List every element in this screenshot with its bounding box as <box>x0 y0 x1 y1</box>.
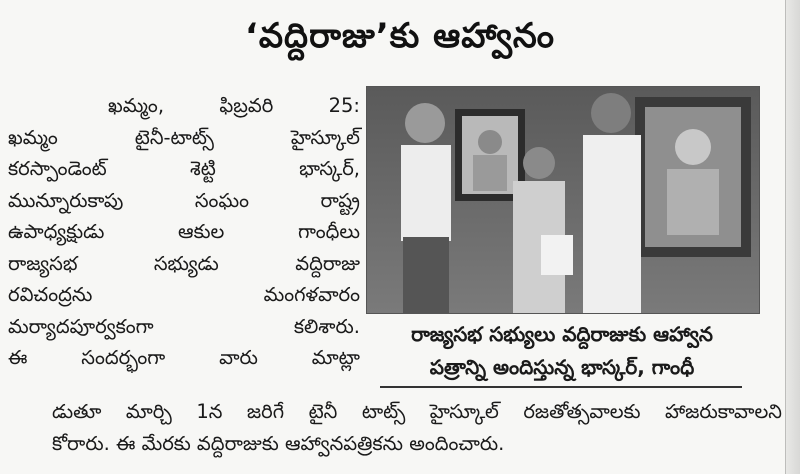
page-edge <box>785 0 800 474</box>
article-line: మర్యాదపూర్వకంగా కలిశారు. <box>8 314 360 338</box>
headline: ‘వద్దిరాజు’కు ఆహ్వానం <box>244 16 556 56</box>
article-line: ఉపాధ్యక్షుడు ఆకుల గాంధీలు <box>8 220 360 243</box>
caption-line: రాజ్యసభ సభ్యులు వద్దిరాజుకు ఆహ్వాన <box>411 322 713 346</box>
photo-caption <box>366 318 758 384</box>
article-line: డుతూ మార్చి 1న జరిగే టైనీ టాట్స్ హైస్కూల్ రజతోత్సవాలకు హాజరుకావాలని <box>52 400 782 423</box>
article-column <box>8 90 360 374</box>
caption-line: పత్రాన్ని అందిస్తున్న భాస్కర్, గాంధీ <box>429 355 695 379</box>
article-continuation <box>52 396 782 459</box>
article-line: మున్నూరుకాపు సంఘం రాష్ట్ర <box>8 188 360 212</box>
article-line: రాజ్యసభ సభ్యుడు వద్దిరాజు <box>8 251 360 275</box>
article-line: రవిచంద్రను మంగళవారం <box>8 283 360 306</box>
article-line: కోరారు. ఈ మేరకు వద్దిరాజుకు ఆహ్వానపత్రికను అందించారు. <box>52 431 505 455</box>
photo-illustration <box>367 87 759 313</box>
news-photo <box>366 86 760 314</box>
caption-divider <box>380 386 742 388</box>
article-line: కరస్పాండెంట్ శెట్టి భాస్కర్, <box>8 157 360 180</box>
article-line: ఈ సందర్భంగా వారు మాట్లా <box>8 346 360 369</box>
article-line: ఖమ్మం టైనీ-టాట్స్ హైస్కూల్ <box>8 125 360 149</box>
article-line: ఖమ్మం, ఫిబ్రవరి 25: <box>108 94 360 117</box>
